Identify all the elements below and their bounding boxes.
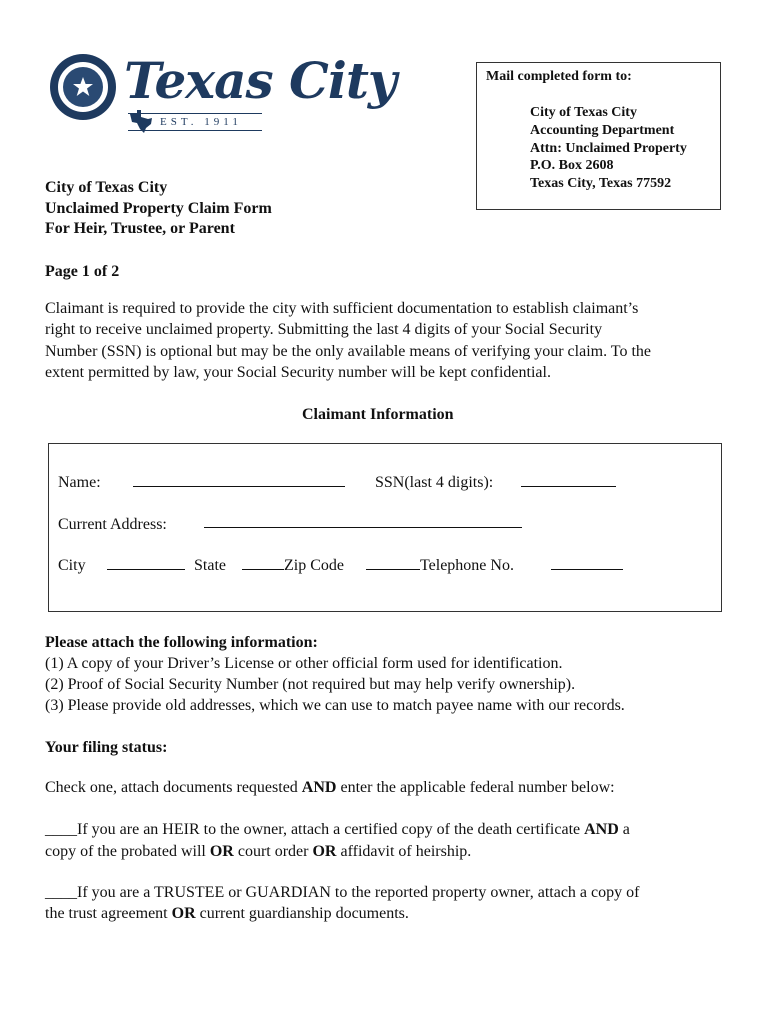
mail-address-line: City of Texas City	[530, 105, 637, 120]
heir-option-cont	[45, 841, 471, 862]
name-label: Name:	[58, 474, 101, 491]
zip-label: Zip Code	[284, 557, 344, 574]
check-one-instruction	[45, 777, 615, 798]
ssn-field[interactable]	[521, 486, 616, 487]
city-seal	[50, 54, 116, 120]
intro-line: Claimant is required to provide the city with sufficient documentation to establish claimant’s	[45, 300, 639, 317]
heir-text: a	[618, 821, 630, 838]
phone-field[interactable]	[551, 569, 623, 570]
instruction-emphasis: AND	[301, 779, 337, 796]
mail-title: Mail completed form to:	[486, 69, 632, 84]
mail-address-line: Attn: Unclaimed Property	[530, 141, 687, 156]
city-label: City	[58, 557, 86, 574]
attach-title: Please attach the following information:	[45, 634, 318, 651]
intro-line: right to receive unclaimed property. Submitting the last 4 digits of your Social Security	[45, 321, 603, 338]
form-heading-city: City of Texas City	[45, 179, 168, 196]
mail-address-line: Accounting Department	[530, 123, 675, 138]
trustee-checkbox-blank[interactable]: ____	[45, 884, 77, 901]
heir-checkbox-blank[interactable]: ____	[45, 821, 77, 838]
attach-item: (3) Please provide old addresses, which we can use to match payee name with our records.	[45, 697, 625, 714]
logo-rule-bottom	[128, 130, 262, 131]
heir-emphasis: OR	[209, 843, 234, 860]
city-field[interactable]	[107, 569, 185, 570]
zip-field[interactable]	[366, 569, 420, 570]
instruction-text: enter the applicable federal number below:	[336, 779, 615, 796]
page-number: Page 1 of 2	[45, 263, 120, 280]
intro-line: Number (SSN) is optional but may be the only available means of verifying your claim. To the	[45, 343, 652, 360]
trustee-text: If you are a TRUSTEE or GUARDIAN to the reported property owner, attach a copy of	[77, 884, 640, 901]
heir-text: affidavit of heirship.	[336, 843, 472, 860]
mail-address-line: P.O. Box 2608	[530, 158, 614, 173]
state-field[interactable]	[242, 569, 284, 570]
trustee-text: the trust agreement	[45, 905, 172, 922]
filing-title: Your filing status:	[45, 739, 168, 756]
phone-label: Telephone No.	[420, 557, 514, 574]
trustee-option	[45, 882, 639, 903]
trustee-text: current guardianship documents.	[195, 905, 409, 922]
heir-text: If you are an HEIR to the owner, attach a certified copy of the death certificate	[77, 821, 585, 838]
attach-item: (1) A copy of your Driver’s License or other official form used for identification.	[45, 655, 563, 672]
logo-rule-top	[128, 113, 262, 114]
mail-address-line: Texas City, Texas 77592	[530, 176, 672, 191]
heir-emphasis: OR	[312, 843, 337, 860]
claimant-section-title: Claimant Information	[302, 406, 454, 423]
heir-text: court order	[233, 843, 313, 860]
trustee-option-cont	[45, 903, 409, 924]
attach-item: (2) Proof of Social Security Number (not required but may help verify ownership).	[45, 676, 576, 693]
heir-text: copy of the probated will	[45, 843, 210, 860]
name-field[interactable]	[133, 486, 345, 487]
seal-star-icon	[72, 76, 94, 98]
ssn-label: SSN(last 4 digits):	[375, 474, 494, 491]
intro-line: extent permitted by law, your Social Security number will be kept confidential.	[45, 364, 551, 381]
form-heading-title: Unclaimed Property Claim Form	[45, 200, 272, 217]
logo-est: EST. 1911	[160, 116, 242, 128]
logo-wordmark: Texas City	[124, 51, 396, 110]
address-label: Current Address:	[58, 516, 167, 533]
heir-emphasis: AND	[584, 821, 619, 838]
state-label: State	[194, 557, 226, 574]
heir-option	[45, 819, 630, 840]
trustee-emphasis: OR	[171, 905, 196, 922]
instruction-text: Check one, attach documents requested	[45, 779, 302, 796]
form-heading-subtitle: For Heir, Trustee, or Parent	[45, 220, 235, 237]
address-field[interactable]	[204, 527, 522, 528]
